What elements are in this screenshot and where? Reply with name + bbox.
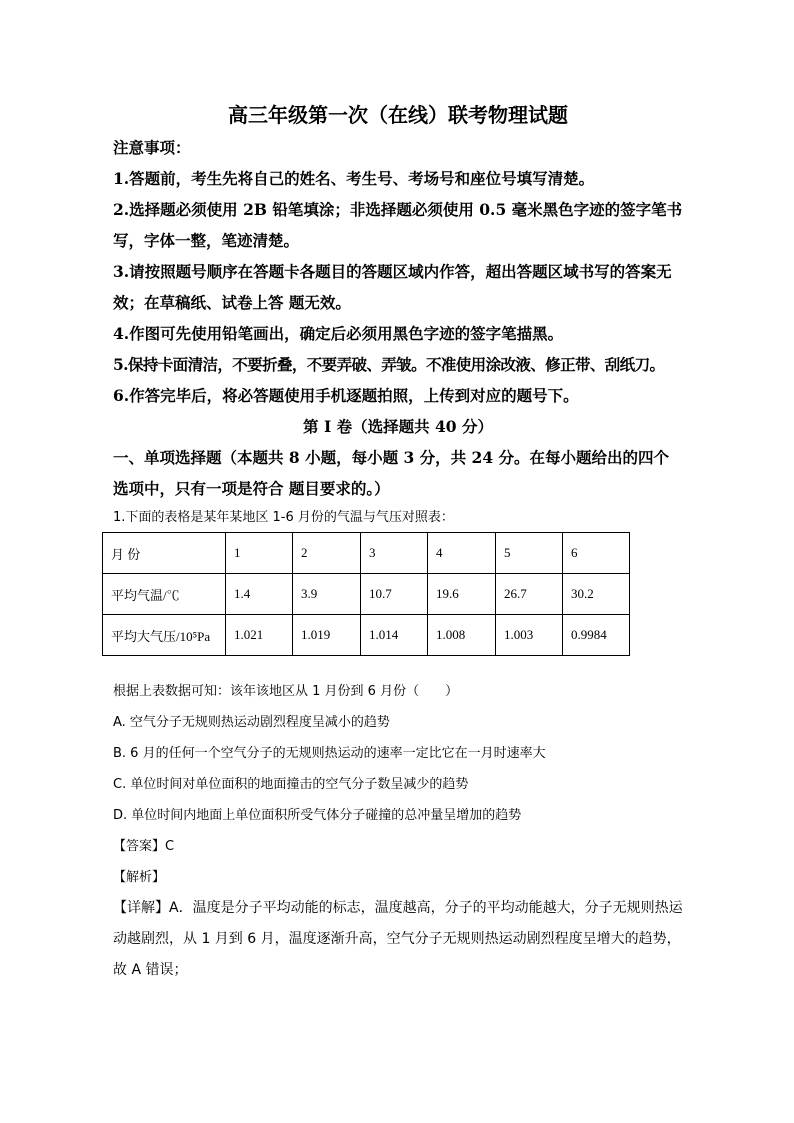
table-cell: 26.7 [496, 574, 563, 615]
table-cell: 1.003 [496, 615, 563, 656]
table-cell: 平均气温/℃ [103, 574, 226, 615]
table-cell: 1.4 [226, 574, 293, 615]
table-cell: 3 [361, 533, 428, 574]
question-prompt: 根据上表数据可知：该年该地区从 1 月份到 6 月份（ ） [113, 684, 459, 699]
table-cell: 6 [563, 533, 630, 574]
table-cell: 1.019 [293, 615, 361, 656]
note-item: 3.请按照题号顺序在答题卡各题目的答题区域内作答，超出答题区域书写的答案无效；在草稿纸、试卷上答 题无效。 [113, 262, 672, 312]
note-item: 5.保持卡面清洁，不要折叠，不要弄破、弄皱。不准使用涂改液、修正带、刮纸刀。 [113, 355, 665, 374]
table-row [103, 574, 630, 615]
note-item: 1.答题前，考生先将自己的姓名、考生号、考场号和座位号填写清楚。 [113, 169, 595, 188]
option-b: B. 6 月的任何一个空气分子的无规则热运动的速率一定比它在一月时速率大 [113, 746, 546, 761]
data-table [102, 532, 630, 656]
notes-heading: 注意事项： [113, 138, 191, 157]
analysis-label: 【解析】 [113, 870, 166, 885]
table-cell: 1.014 [361, 615, 428, 656]
table-row [103, 533, 630, 574]
table-cell: 4 [428, 533, 496, 574]
table-cell: 10.7 [361, 574, 428, 615]
part-heading: 一、单项选择题（本题共 8 小题，每小题 3 分，共 24 分。在每小题给出的四个选项中，只有一项是符合 题目要求的。） [113, 448, 670, 498]
note-item: 4.作图可先使用铅笔画出，确定后必须用黑色字迹的签字笔描黑。 [113, 324, 564, 343]
table-cell: 19.6 [428, 574, 496, 615]
table-cell: 1.021 [226, 615, 293, 656]
table-cell: 月 份 [103, 533, 226, 574]
exam-page [113, 100, 683, 986]
table-cell: 1.008 [428, 615, 496, 656]
note-item: 6.作答完毕后，将必答题使用手机逐题拍照，上传到对应的题号下。 [113, 386, 579, 405]
option-d: D. 单位时间内地面上单位面积所受气体分子碰撞的总冲量呈增加的趋势 [113, 808, 522, 823]
note-item: 2.选择题必须使用 2B 铅笔填涂；非选择题必须使用 0.5 毫米黑色字迹的签字笔书写，字体一整，笔迹清楚。 [113, 200, 683, 250]
question-stem: 1.下面的表格是某年某地区 1-6 月份的气温与气压对照表： [113, 510, 454, 525]
notes-section [113, 132, 683, 411]
table-cell: 平均大气压/10⁵Pa [103, 615, 226, 656]
table-cell: 3.9 [293, 574, 361, 615]
table-cell: 1 [226, 533, 293, 574]
option-a: A. 空气分子无规则热运动剧烈程度呈减小的趋势 [113, 715, 390, 730]
table-cell: 2 [293, 533, 361, 574]
question-1 [113, 508, 683, 986]
detail-paragraph: 【详解】A．温度是分子平均动能的标志，温度越高，分子的平均动能越大，分子无规则热运动越剧烈，从 1 月到 6 月，温度逐渐升高，空气分子无规则热运动剧烈程度呈增大的趋势，故 A 错误； [113, 900, 683, 978]
table-row [103, 615, 630, 656]
answer: 【答案】C [113, 839, 175, 854]
table-cell: 30.2 [563, 574, 630, 615]
option-c: C. 单位时间对单位面积的地面撞击的空气分子数呈减少的趋势 [113, 777, 469, 792]
section-title: 第 I 卷（选择题共 40 分） [303, 417, 493, 436]
table-cell: 5 [496, 533, 563, 574]
table-cell: 0.9984 [563, 615, 630, 656]
exam-title: 高三年级第一次（在线）联考物理试题 [228, 103, 568, 127]
